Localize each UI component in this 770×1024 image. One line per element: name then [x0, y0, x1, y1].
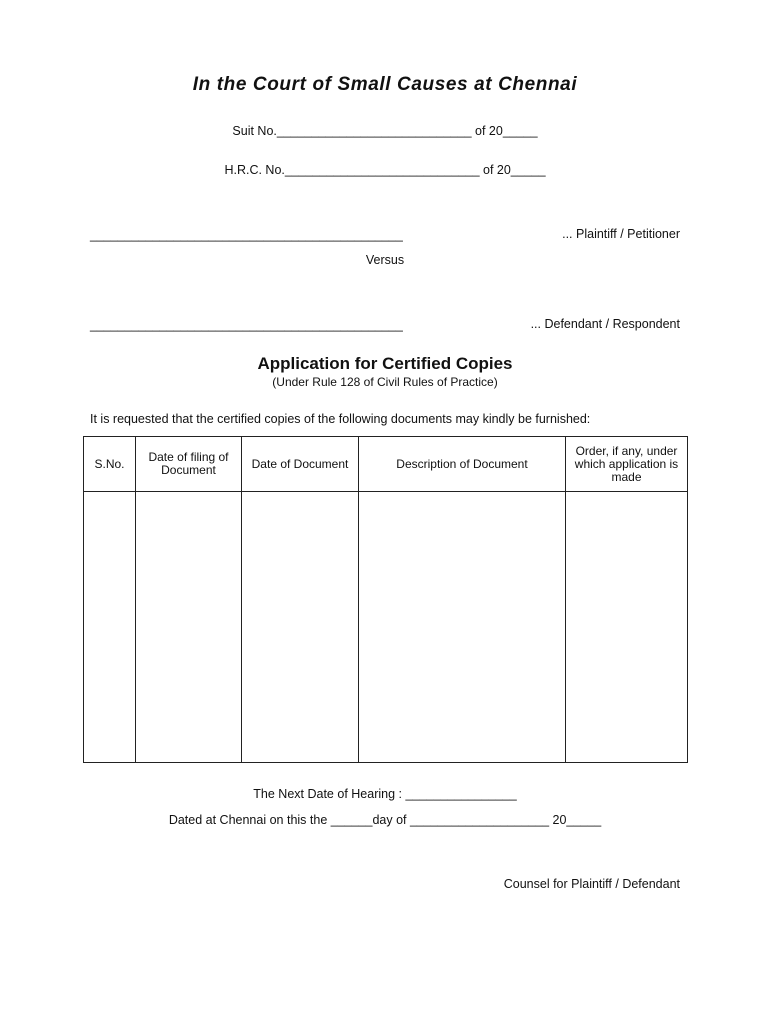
next-hearing-line: The Next Date of Hearing : ________________ [253, 787, 517, 801]
application-subtitle: (Under Rule 128 of Civil Rules of Practice) [272, 375, 498, 389]
filing-date-cell [136, 492, 242, 763]
table-header-row [84, 437, 688, 492]
suit-number-line: Suit No.____________________________ of 20_____ [232, 124, 538, 138]
court-title: In the Court of Small Causes at Chennai [192, 74, 578, 95]
sno-cell [84, 492, 136, 763]
header-document-date: Date of Document [242, 437, 359, 492]
plaintiff-label: ... Plaintiff / Petitioner [562, 227, 680, 241]
header-description: Description of Document [359, 437, 566, 492]
defendant-label: ... Defendant / Respondent [530, 317, 680, 331]
table-row [84, 492, 688, 763]
order-cell [566, 492, 688, 763]
versus-label: Versus [365, 253, 405, 267]
request-text: It is requested that the certified copies of the following documents may kindly be furnished: [90, 412, 591, 426]
hrc-number-line: H.R.C. No.____________________________ of 20_____ [224, 163, 546, 177]
description-cell [359, 492, 566, 763]
header-order: Order, if any, under which application is made [566, 437, 688, 492]
documents-table [83, 436, 688, 763]
header-filing-date: Date of filing of Document [136, 437, 242, 492]
document-date-cell [242, 492, 359, 763]
header-sno: S.No. [84, 437, 136, 492]
plaintiff-name-blank: _____________________________________________ [90, 228, 403, 242]
defendant-name-blank: _____________________________________________ [90, 318, 403, 332]
dated-line: Dated at Chennai on this the ______day of ____________________ 20_____ [168, 813, 602, 827]
counsel-signature-label: Counsel for Plaintiff / Defendant [503, 877, 680, 891]
application-title: Application for Certified Copies [257, 354, 513, 373]
